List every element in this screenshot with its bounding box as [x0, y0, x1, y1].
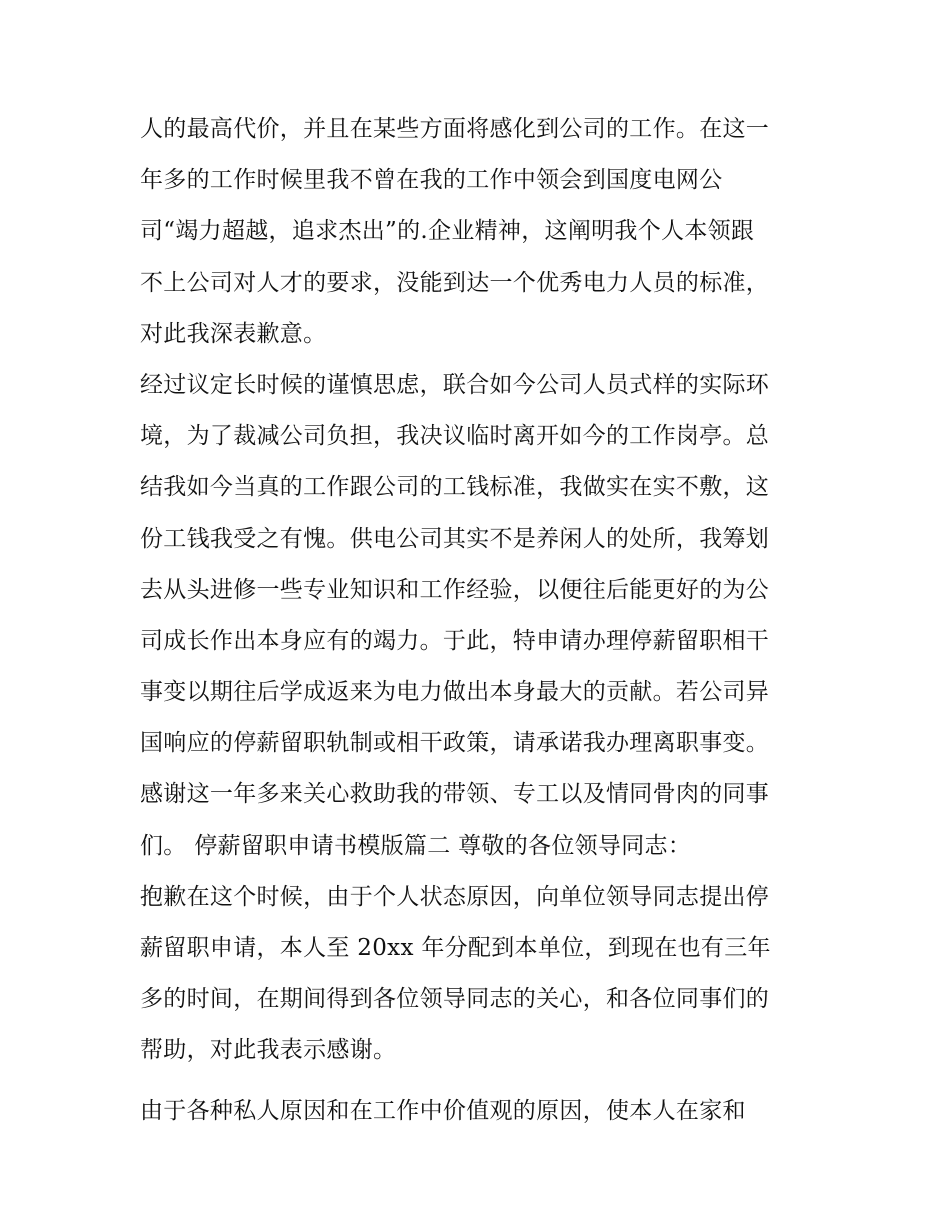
text-line: 对此我深表歉意。 [140, 320, 327, 347]
paragraph-1 [140, 104, 820, 360]
text-line: 年多的工作时候里我不曾在我的工作中领会到国度电网公 [140, 167, 723, 194]
paragraph-4 [140, 1086, 820, 1137]
document-body [140, 104, 820, 1137]
text-line: 多的时间，在期间得到各位领导同志的关心，和各位同事们的 [140, 986, 770, 1013]
paragraph-spacer [140, 1077, 820, 1086]
text-line: 司“竭力超越，追求杰出”的.企业精神，这阐明我个人本领跟 [140, 218, 755, 245]
text-line: 份工钱我受之有愧。供电公司其实不是养闲人的处所，我筹划 [140, 525, 770, 552]
text-line: 不上公司对人才的要求，没能到达一个优秀电力人员的标准， [140, 269, 770, 296]
text-line: 们。 停薪留职申请书模版篇二 尊敬的各位领导同志： [140, 832, 692, 859]
text-line: 感谢这一年多来关心救助我的带领、专工以及情同骨肉的同事 [140, 781, 770, 808]
paragraph-3 [140, 872, 820, 1077]
text-line: 司成长作出本身应有的竭力。于此，特申请办理停薪留职相干 [140, 627, 770, 654]
text-line: 人的最高代价，并且在某些方面将感化到公司的工作。在这一 [140, 116, 770, 142]
text-line: 经过议定长时候的谨慎思虑，联合如今公司人员式样的实际环 [140, 371, 770, 398]
text-line: 薪留职申请，本人至 20xx 年分配到本单位，到现在也有三年 [140, 935, 771, 961]
text-line: 国响应的停薪留职轨制或相干政策，请承诺我办理离职事变。 [140, 730, 770, 757]
paragraph-2 [140, 360, 820, 872]
text-line: 事变以期往后学成返来为电力做出本身最大的贡献。若公司异 [140, 679, 770, 706]
text-line: 抱歉在这个时候，由于个人状态原因，向单位领导同志提出停 [140, 883, 770, 910]
text-line: 境，为了裁减公司负担，我决议临时离开如今的工作岗亭。总 [140, 423, 770, 450]
text-line: 由于各种私人原因和在工作中价值观的原因，使本人在家和 [140, 1097, 746, 1124]
text-line: 结我如今当真的工作跟公司的工钱标准，我做实在实不敷，这 [140, 474, 770, 501]
text-line: 帮助，对此我表示感谢。 [140, 1037, 397, 1064]
text-line: 去从头进修一些专业知识和工作经验，以便往后能更好的为公 [140, 576, 770, 603]
